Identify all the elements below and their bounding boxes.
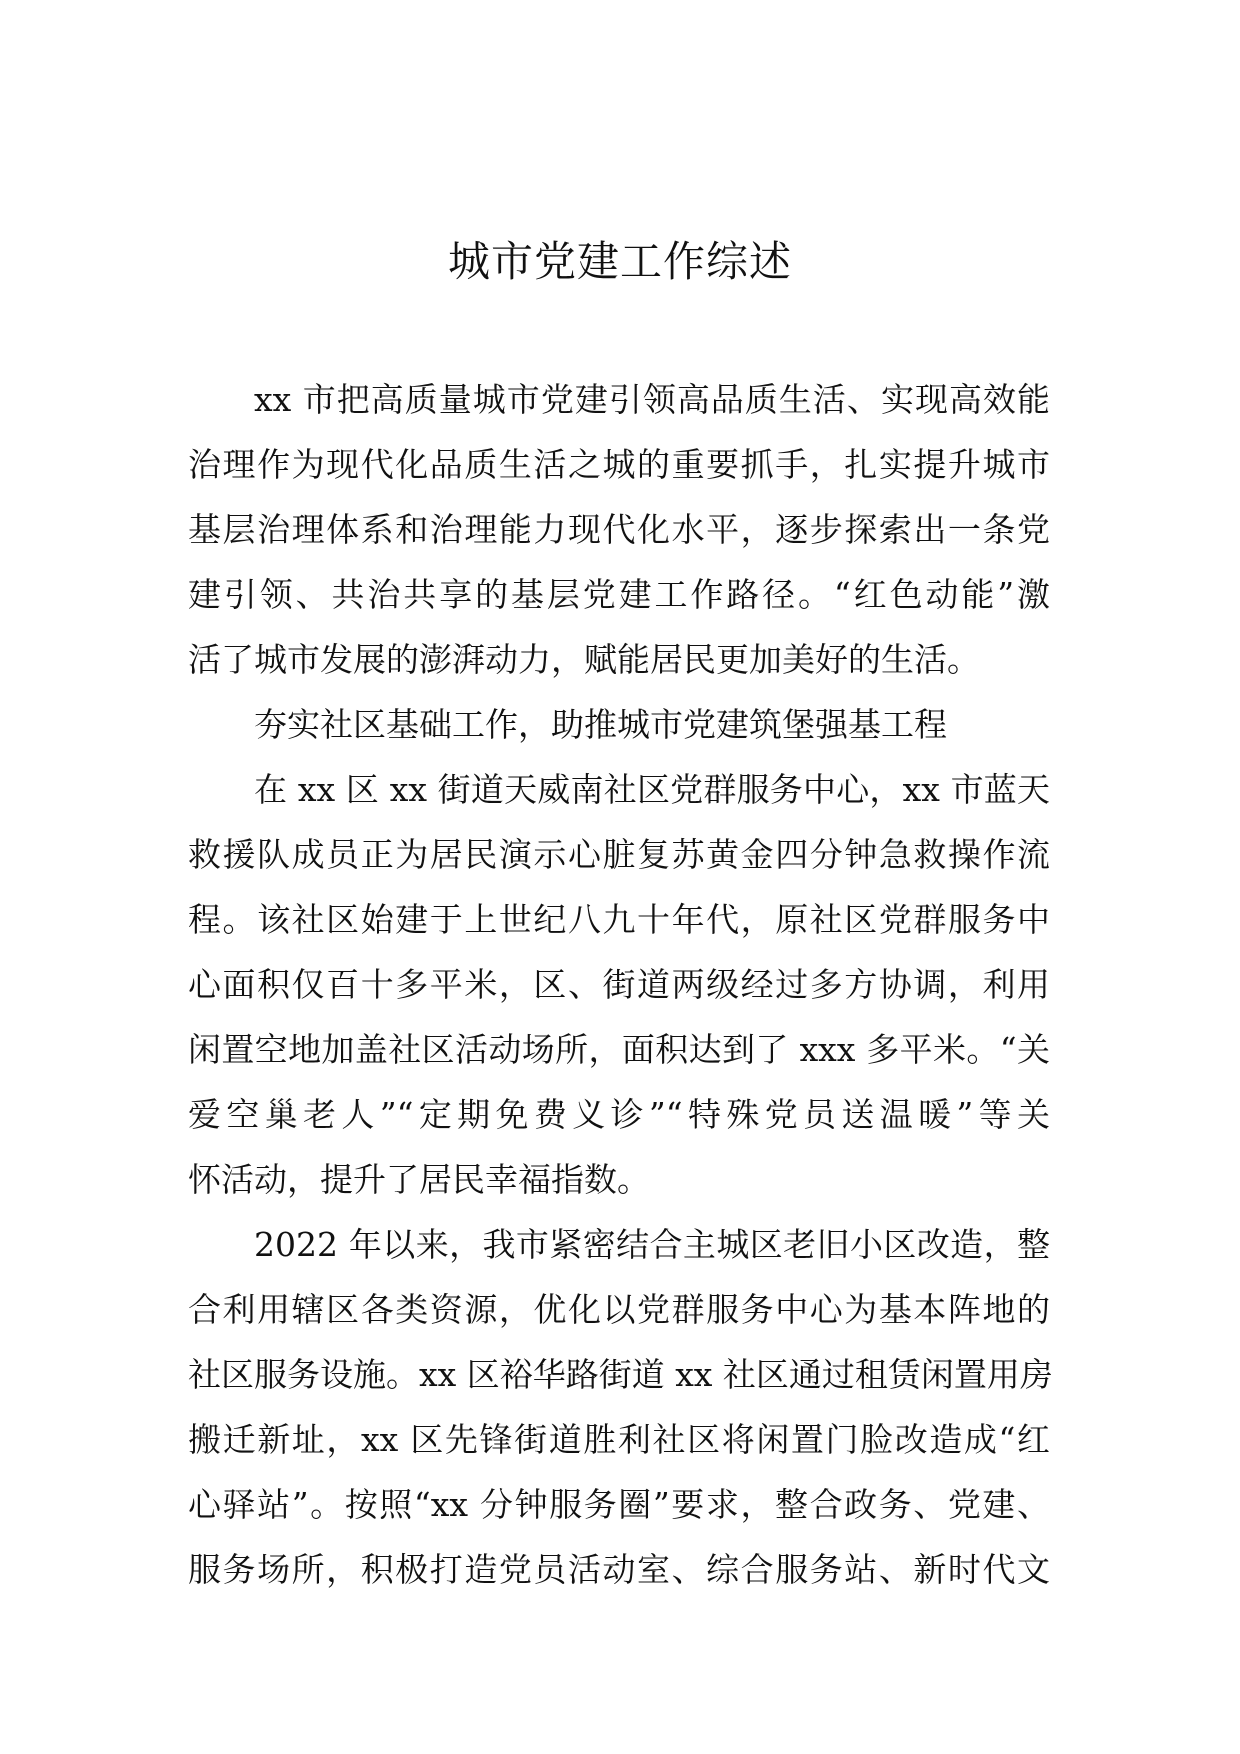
paragraph-line: 合利用辖区各类资源，优化以党群服务中心为基本阵地的	[188, 1290, 1050, 1329]
paragraph-line: xx 市把高质量城市党建引领高品质生活、实现高效能	[254, 380, 1050, 419]
paragraph-line: 活了城市发展的澎湃动力，赋能居民更加美好的生活。	[188, 640, 980, 679]
paragraph-line: 服务场所，积极打造党员活动室、综合服务站、新时代文	[188, 1550, 1050, 1589]
paragraph-line: 建引领、共治共享的基层党建工作路径。“红色动能”激	[188, 575, 1050, 614]
paragraph-line: 在 xx 区 xx 街道天威南社区党群服务中心，xx 市蓝天	[254, 770, 1050, 809]
paragraph-line: 闲置空地加盖社区活动场所，面积达到了 xxx 多平米。“关	[188, 1030, 1050, 1069]
paragraph-line: 救援队成员正为居民演示心脏复苏黄金四分钟急救操作流	[188, 835, 1050, 874]
paragraph-line: 治理作为现代化品质生活之城的重要抓手，扎实提升城市	[188, 445, 1050, 484]
paragraph-line: 心驿站”。按照“xx 分钟服务圈”要求，整合政务、党建、	[188, 1485, 1050, 1524]
paragraph-line: 心面积仅百十多平米，区、街道两级经过多方协调，利用	[188, 965, 1050, 1004]
paragraph-line: 2022 年以来，我市紧密结合主城区老旧小区改造，整	[254, 1225, 1050, 1264]
paragraph-line: 搬迁新址，xx 区先锋街道胜利社区将闲置门脸改造成“红	[188, 1420, 1050, 1459]
paragraph-line: 基层治理体系和治理能力现代化水平，逐步探索出一条党	[188, 510, 1050, 549]
document-body	[188, 367, 1053, 1602]
paragraph-line: 社区服务设施。xx 区裕华路街道 xx 社区通过租赁闲置用房	[188, 1355, 1053, 1394]
paragraph-line: 爱空巢老人”“定期免费义诊”“特殊党员送温暖”等关	[188, 1095, 1050, 1134]
document-title: 城市党建工作综述	[447, 237, 792, 286]
paragraph-line: 程。该社区始建于上世纪八九十年代，原社区党群服务中	[188, 900, 1050, 939]
section-heading: 夯实社区基础工作，助推城市党建筑堡强基工程	[254, 705, 947, 744]
paragraph-line: 怀活动，提升了居民幸福指数。	[188, 1160, 650, 1199]
